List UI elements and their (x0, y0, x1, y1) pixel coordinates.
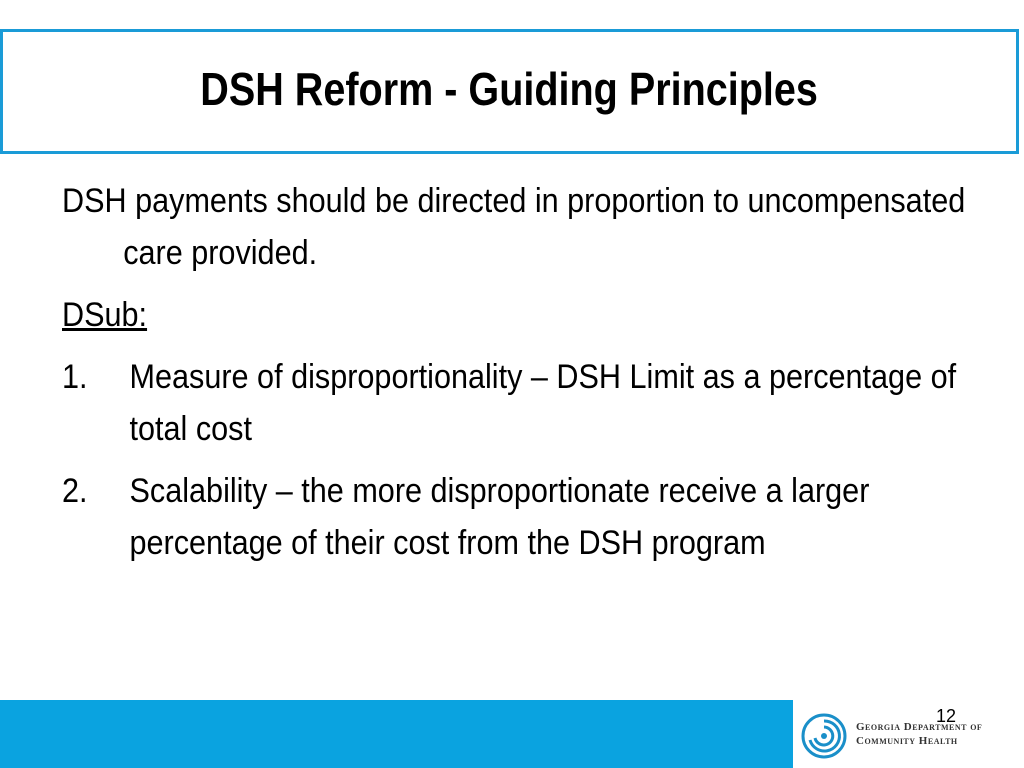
spiral-logo-icon (800, 712, 848, 760)
slide-body (62, 175, 966, 579)
title-box (0, 29, 1019, 154)
item-text: Measure of disproportionality – DSH Limit as a percentage of total cost (129, 358, 957, 448)
numbered-item-2 (62, 465, 962, 569)
sub-heading (62, 289, 1023, 341)
intro-paragraph: DSH payments should be directed in proportion to uncompensated care provided. (62, 182, 966, 272)
item-number: 1. (62, 358, 88, 396)
org-name (856, 720, 982, 748)
org-line-2: Community Health (856, 735, 958, 747)
org-line-1: Georgia Department of (856, 721, 983, 733)
sub-heading-text: DSub: (62, 296, 148, 334)
slide-title: DSH Reform - Guiding Principles (200, 62, 819, 115)
item-text: Scalability – the more disproportionate receive a larger percentage of their cost from the DSH program (129, 472, 870, 562)
numbered-item-1 (62, 351, 962, 455)
item-number: 2. (62, 472, 88, 510)
page-number: 12 (936, 706, 957, 726)
